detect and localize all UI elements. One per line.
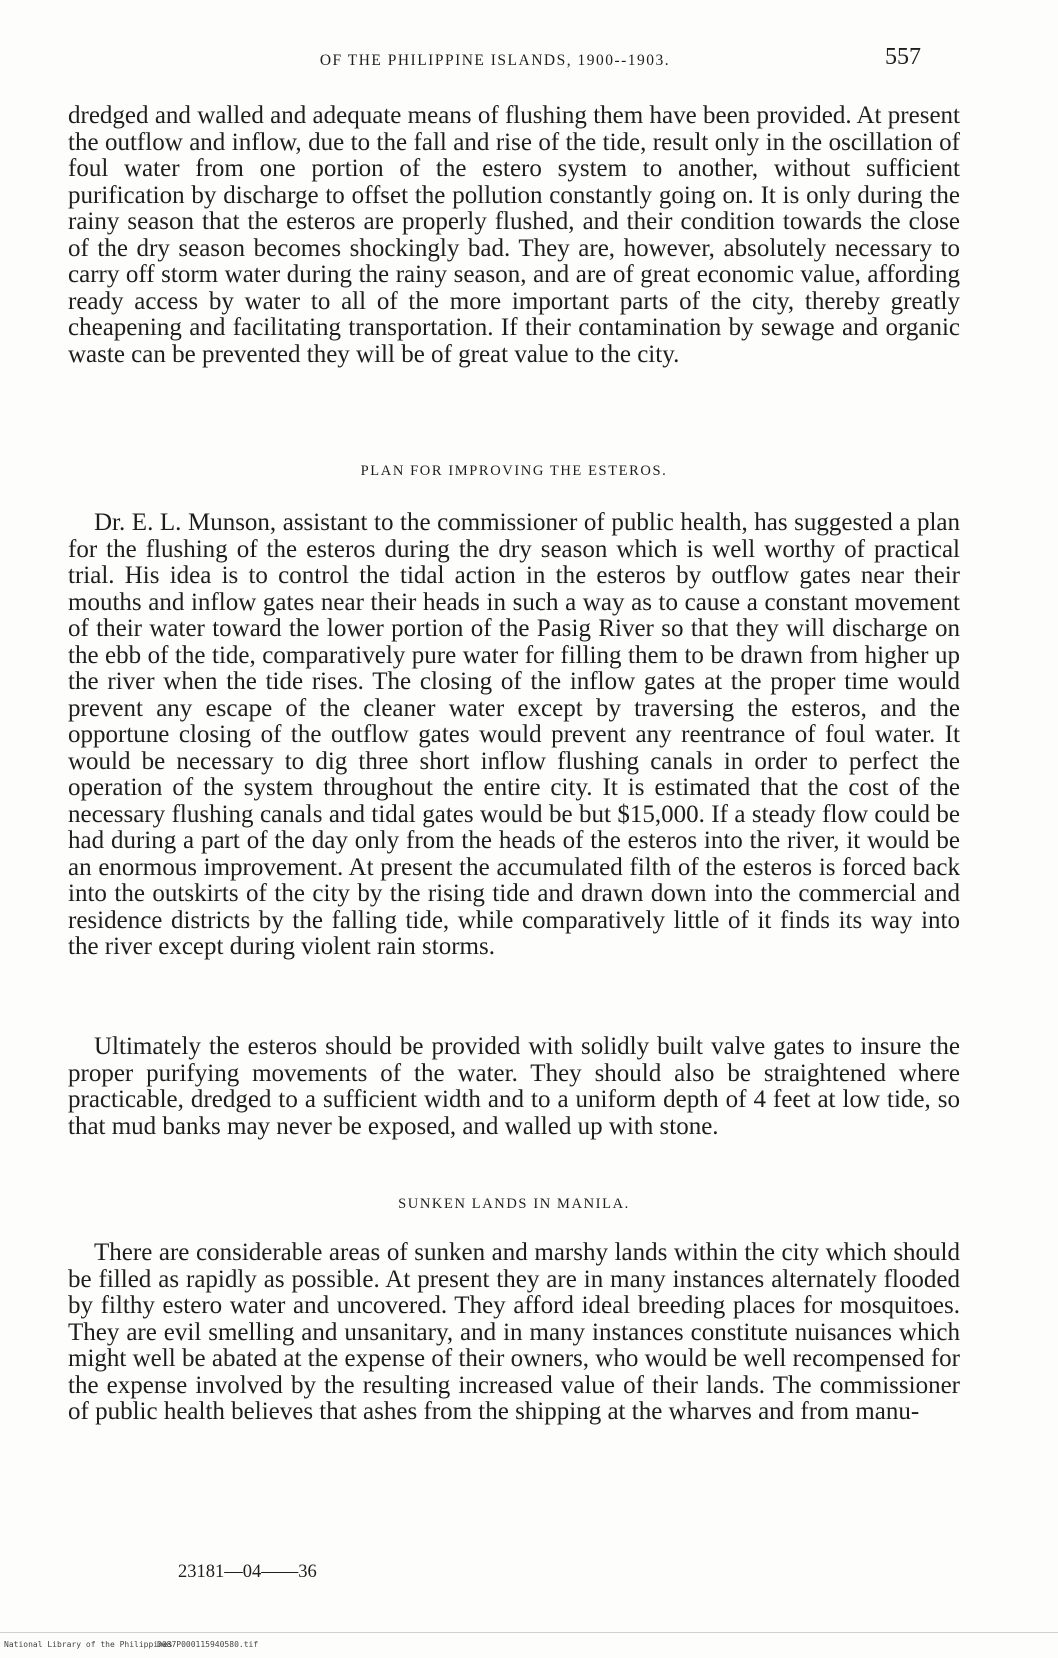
- running-head: OF THE PHILIPPINE ISLANDS, 1900--1903.: [319, 52, 671, 69]
- paragraph-sunken-lands: There are considerable areas of sunken and marshy lands within the city which should be filled as rapidly as possible. At present they are in many instances alternately flooded by filthy estero water and uncovered. They afford ideal breeding places for mosquitoes. They are evil smelling and unsanitary, and in many instances constitute nuisances which might well be abated at the expense of their owners, who would be well recompensed for the expense involved by the resulting increased value of their lands. The commissioner of public health believes that ashes from the shipping at the wharves and from manu-: [68, 1239, 960, 1425]
- footer-library-credit: National Library of the Philippines: [4, 1640, 173, 1649]
- paragraph-estero-flushing: dredged and walled and adequate means of flushing them have been provided. At present the outflow and inflow, due to the fall and rise of the tide, result only in the oscillation of foul water from one portion of the estero system to another, without sufficient purification by discharge to offset the pollution constantly going on. It is only during the rainy season that the esteros are properly flushed, and their condition towards the close of the dry season becomes shockingly bad. They are, however, absolutely necessary to carry off storm water during the rainy season, and are of great economic value, affording ready access by water to all of the more important parts of the city, thereby greatly cheapening and facilitating transportation. If their contamination by sewage and organic waste can be prevented they will be of great value to the city.: [68, 102, 960, 368]
- footer-filename: D087P000115940580.tif: [157, 1640, 259, 1649]
- paragraph-valve-gates: Ultimately the esteros should be provided with solidly built valve gates to insure the proper purifying movements of the water. They should also be straightened where practicable, dredged to a sufficient width and to a uniform depth of 4 feet at low tide, so that mud banks may never be exposed, and walled up with stone.: [68, 1033, 960, 1140]
- footer-divider: [0, 1632, 1058, 1633]
- section-heading-plan: PLAN FOR IMPROVING THE ESTEROS.: [360, 463, 668, 479]
- page-number: 557: [885, 44, 921, 70]
- paragraph-munson-plan: Dr. E. L. Munson, assistant to the commissioner of public health, has suggested a plan for the flushing of the esteros during the dry season which is well worthy of practical trial. His idea is to control the tidal action in the esteros by outflow gates near their mouths and inflow gates near their heads in such a way as to cause a constant movement of their water toward the lower portion of the Pasig River so that they will discharge on the ebb of the tide, comparatively pure water for filling them to be drawn from higher up the river when the tide rises. The closing of the inflow gates at the proper time would prevent any escape of the cleaner water except by traversing the esteros, and the opportune closing of the outflow gates would prevent any reentrance of foul water. It would be necessary to dig three short inflow flushing canals in order to perfect the operation of the system throughout the entire city. It is estimated that the cost of the necessary flushing canals and tidal gates would be but $15,000. If a steady flow could be had during a part of the day only from the heads of the esteros into the river, it would be an enormous improvement. At present the accumulated filth of the esteros is forced back into the outskirts of the city by the rising tide and drawn down into the commercial and residence districts by the falling tide, while comparatively little of it finds its way into the river except during violent rain storms.: [68, 509, 960, 960]
- section-heading-sunken-lands: SUNKEN LANDS IN MANILA.: [398, 1196, 630, 1212]
- printer-signature-mark: 23181—04——36: [178, 1562, 317, 1582]
